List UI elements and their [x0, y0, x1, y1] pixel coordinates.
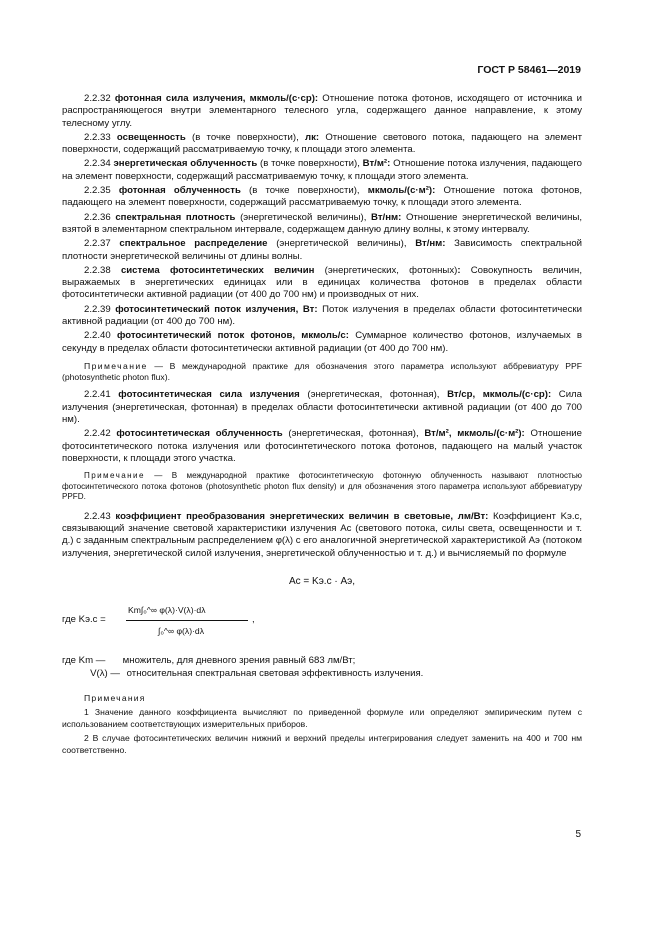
notes-heading: Примечания: [84, 693, 146, 704]
definition-2-2-32: [62, 93, 582, 130]
definition-2-2-41: [62, 389, 582, 426]
definition-qualifier: (в точке поверхности),: [257, 158, 363, 170]
formula-main: Ac = Kэ.с · Aэ,: [288, 575, 356, 587]
definition-2-2-43: [62, 511, 582, 560]
definition-unit: Вт/ср, мкмоль/(с·ср):: [447, 389, 552, 401]
definition-number: 2.2.43: [84, 510, 111, 522]
where-item: [62, 654, 582, 667]
definition-number: 2.2.42: [84, 428, 111, 440]
note-text: — В международной практике фотосинтетическую фотонную облученность называют плотностью фотосинтетического потока фотонов (photosynthetic photon flux density) и для обозначения этого параметра используют аббревиатуру PPFD.: [62, 471, 582, 502]
definition-term: спектральное распределение: [119, 238, 268, 250]
definition-2-2-36: [62, 212, 582, 237]
definition-term: фотонная сила излучения, мкмоль/(с·ср):: [114, 93, 319, 104]
definition-term: система фотосинтетических величин: [120, 264, 315, 276]
definition-unit: мкмоль/(с·м²):: [367, 185, 436, 197]
definitions-list-2: [62, 389, 582, 465]
definition-term: фотосинтетическая сила излучения: [118, 389, 300, 401]
definition-text: Зависимость спектральной плотности энергетической величины от длины волны.: [62, 238, 583, 262]
where-list: [62, 654, 582, 680]
definition-2-2-39: [62, 304, 582, 329]
formula-tail: ,: [252, 614, 255, 626]
definition-text: Совокупность величин, выражаемых в энергетических единицах или в единицах количества фотонов в пределах области фотосинтетически активной радиации (от 400 до 700 нм) и производных от них.: [62, 264, 582, 301]
definition-qualifier: (в точке поверхности),: [185, 131, 305, 143]
definition-number: 2.2.38: [84, 264, 111, 276]
definition-qualifier: (энергетической величины),: [235, 211, 372, 223]
note-label: Примечание: [84, 360, 148, 371]
definition-text: Коэффициент Kэ.с, связывающий значение световой характеристики излучения Ac (светового потока, силы света, освещенности и т. д.) с заданным спектральным распределением φ(λ) с его аналогичной энергетической характеристикой Aэ (потоком излучения, энергетической силой излучения, энергетической облученностью и т. д.) и вычисляемый по формуле: [62, 510, 582, 559]
definition-qualifier: (энергетической величины),: [267, 238, 416, 250]
definition-text: Отношение потока фотонов, падающего на элемент поверхности, содержащий рассматриваемую точку, к площади этого элемента.: [62, 185, 582, 209]
definition-term: энергетическая облученность: [113, 158, 258, 170]
definition-qualifier: (энергетических, фотонных): [314, 264, 458, 276]
definition-text: Суммарное количество фотонов, излучаемых в секунду в пределах области фотосинтетически активной радиации (от 400 до 700 нм).: [62, 330, 582, 354]
formula-denominator: ∫₀^∞ φ(λ)·dλ: [158, 626, 204, 637]
document-header: ГОСТ Р 58461—2019: [477, 64, 581, 76]
definition-2-2-34: [62, 158, 582, 183]
definition-unit: :: [457, 264, 461, 276]
note-item: 2 В случае фотосинтетических величин нижний и верхний пределы интегрирования следует заменить на 400 и 700 нм соответственно.: [62, 733, 582, 755]
definition-term: фотосинтетическая облученность: [116, 428, 283, 440]
where-symbol: V(λ) —: [90, 668, 120, 680]
definition-text: Отношение фотосинтетического потока излучения или фотосинтетического потока фотонов, падающего на малый участок поверхности, к площади этого участка.: [62, 428, 582, 464]
definition-2-2-35: [62, 185, 582, 210]
note-item: 1 Значение данного коэффициента вычисляют по приведенной формуле или определяют эмпирическим путем с использованием соответствующих измерительных приборов.: [62, 707, 582, 729]
definition-2-2-38: [62, 265, 582, 302]
where-symbol: где Km —: [62, 655, 106, 667]
definition-qualifier: (в точке поверхности),: [240, 185, 368, 197]
definition-2-2-37: [62, 238, 582, 263]
document-body: [62, 93, 582, 759]
definition-number: 2.2.34: [84, 158, 111, 170]
note-ppf: [62, 361, 582, 383]
note-ppfd: [62, 471, 582, 503]
definition-number: 2.2.33: [84, 131, 111, 143]
formula-numerator: Km∫₀^∞ φ(λ)·V(λ)·dλ: [128, 605, 206, 616]
definition-term: фотосинтетический поток излучения, Вт:: [115, 303, 318, 315]
definition-qualifier: (энергетическая, фотонная),: [299, 389, 448, 401]
formula-lead: где Kэ.с =: [62, 614, 106, 626]
definition-2-2-33: [62, 132, 582, 157]
definition-unit: Вт/нм:: [371, 211, 402, 223]
definition-text: Отношение энергетической величины, взятой в элементарном спектральном интервале, содержащем данную длину волны, к этому интервалу.: [62, 211, 583, 235]
definition-number: 2.2.35: [84, 185, 111, 197]
definition-number: 2.2.32: [84, 93, 111, 104]
definition-text: Поток излучения в пределах области фотосинтетически активной радиации (от 400 до 700 нм).: [62, 303, 582, 328]
where-description: относительная спектральная световая эффективность излучения.: [126, 668, 424, 680]
definition-number: 2.2.41: [84, 389, 111, 401]
definition-term: освещенность: [116, 131, 186, 143]
definition-number: 2.2.37: [84, 238, 111, 250]
definition-term: спектральная плотность: [115, 211, 236, 223]
fraction-line: [126, 620, 248, 621]
definition-number: 2.2.40: [84, 330, 111, 342]
definition-2-2-42: [62, 428, 582, 465]
definition-number: 2.2.36: [84, 211, 111, 223]
definitions-list: [62, 93, 582, 355]
definition-text: Отношение светового потока, падающего на элемент поверхности, содержащий рассматриваемую точку, к площади этого элемента.: [62, 131, 582, 156]
definition-2-2-40: [62, 330, 582, 355]
note-label: Примечание: [84, 471, 145, 481]
definition-unit: Вт/м²:: [362, 158, 391, 170]
definition-term: фотонная облученность: [118, 185, 241, 197]
definition-unit: лк:: [305, 131, 320, 143]
page-number: 5: [575, 829, 581, 840]
definition-number: 2.2.39: [84, 303, 111, 315]
definition-term: фотосинтетический поток фотонов, мкмоль/с:: [116, 330, 349, 342]
where-item: [62, 667, 582, 680]
definition-text: Отношение потока фотонов, исходящего от источника и распространяющегося внутри элементарного телесного угла, содержащего данное направление, к этому телесному углу.: [62, 93, 582, 129]
where-description: множитель, для дневного зрения равный 683 лм/Вт;: [122, 655, 356, 667]
definition-unit: Вт/м², мкмоль/(с·м²):: [424, 428, 525, 440]
definition-term: коэффициент преобразования энергетических величин в световые, лм/Вт:: [115, 510, 489, 522]
definition-unit: Вт/нм:: [415, 238, 446, 250]
note-text: — В международной практике для обозначения этого параметра используют аббревиатуру PPF (photosynthetic photon flux).: [62, 360, 582, 383]
formula-coefficient: [62, 600, 582, 644]
definition-text: Сила излучения (энергетическая, фотонная) в пределах области фотосинтетически активной радиации (от 400 до 700 нм).: [62, 389, 582, 425]
definition-qualifier: (энергетическая, фотонная),: [282, 428, 425, 440]
definition-text: Отношение потока излучения, падающего на элемент поверхности, содержащий рассматриваемую точку, к площади этого элемента.: [62, 158, 582, 182]
